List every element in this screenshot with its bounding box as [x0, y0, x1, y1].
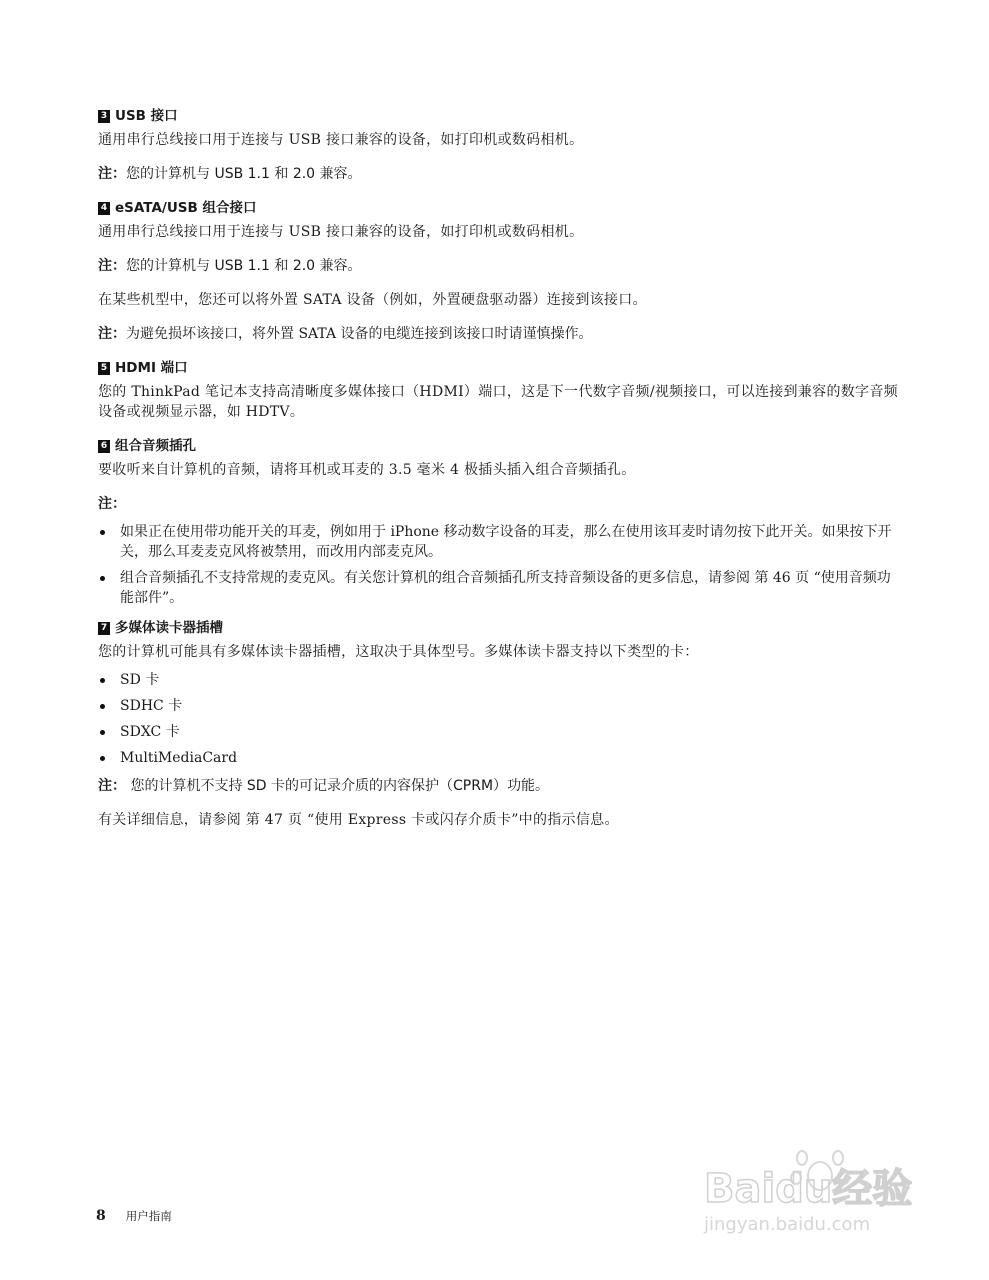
note-text: 兼容。: [315, 166, 362, 182]
note: [98, 164, 898, 184]
note-text: 为避免损坏该接口，将外置 SATA 设备的电缆连接到该接口时请谨慎操作。: [126, 326, 593, 342]
section-number: 5: [98, 362, 110, 375]
note-text: USB 1.1: [214, 258, 270, 274]
document-body: [98, 106, 898, 830]
section-heading-usb: [98, 106, 898, 126]
note: [98, 494, 898, 514]
page-number: 8: [96, 1208, 106, 1224]
note-text: 2.0: [292, 258, 316, 274]
list-item: SDXC 卡: [98, 722, 898, 742]
section-title: USB 接口: [115, 108, 178, 124]
paragraph: 在某些机型中，您还可以将外置 SATA 设备（例如，外置硬盘驱动器）连接到该接口。: [98, 292, 647, 308]
note: [98, 256, 898, 276]
section-heading-esata: [98, 198, 898, 218]
note-label: 注：: [98, 258, 126, 274]
note-text: （CPRM）: [439, 778, 508, 794]
note-text: 卡的可记录介质的内容保护: [266, 778, 440, 794]
note-text: 您的计算机不支持: [126, 778, 247, 794]
section-title: 多媒体读卡器插槽: [115, 620, 223, 636]
section-title: eSATA/USB 组合接口: [115, 200, 257, 216]
bullet-list: [98, 522, 898, 608]
footer-title: 用户指南: [125, 1209, 172, 1223]
section-number: 7: [98, 622, 110, 635]
paragraph: 您的 ThinkPad 笔记本支持高清晰度多媒体接口（HDMI）端口，这是下一代数字音频/视频接口，可以连接到兼容的数字音频设备或视频显示器，如 HDTV。: [98, 384, 898, 420]
section-heading-card-reader: [98, 618, 898, 638]
bullet-list: [98, 670, 898, 768]
list-item: SDHC 卡: [98, 696, 898, 716]
paragraph: 有关详细信息，请参阅 第 47 页 “使用 Express 卡或闪存介质卡”中的指示信息。: [98, 812, 619, 828]
note-text: 功能。: [507, 778, 550, 794]
note: [98, 776, 898, 796]
section-number: 6: [98, 440, 110, 453]
note-text: 兼容。: [315, 258, 362, 274]
note-text: 2.0: [292, 166, 316, 182]
note-text: 和: [269, 166, 293, 182]
paragraph: 您的计算机可能具有多媒体读卡器插槽，这取决于具体型号。多媒体读卡器支持以下类型的卡：: [98, 644, 699, 660]
note-text: 您的计算机与: [126, 258, 215, 274]
note-text: 您的计算机与: [126, 166, 215, 182]
note-text: SD: [246, 778, 267, 794]
list-item: 如果正在使用带功能开关的耳麦，例如用于 iPhone 移动数字设备的耳麦，那么在使用该耳麦时请勿按下此开关。如果按下开关，那么耳麦麦克风将被禁用，而改用内部麦克风。: [98, 522, 898, 562]
list-item: 组合音频插孔不支持常规的麦克风。有关您计算机的组合音频插孔所支持音频设备的更多信息，请参阅 第 46 页 “使用音频功能部件”。: [98, 568, 898, 608]
note: [98, 324, 898, 344]
list-item: MultiMediaCard: [98, 748, 898, 768]
note-label: 注：: [98, 496, 126, 512]
watermark-brand: Baidu经验: [704, 1166, 913, 1212]
baidu-watermark: [700, 1130, 940, 1240]
page-footer: [96, 1208, 172, 1224]
section-title: 组合音频插孔: [115, 438, 196, 454]
section-number: 4: [98, 202, 110, 215]
note-label: 注：: [98, 166, 126, 182]
section-number: 3: [98, 110, 110, 123]
note-text: 和: [269, 258, 293, 274]
note-label: 注：: [98, 778, 126, 794]
section-heading-hdmi: [98, 358, 898, 378]
section-heading-audio: [98, 436, 898, 456]
list-item: SD 卡: [98, 670, 898, 690]
section-title: HDMI 端口: [115, 360, 188, 376]
note-text: USB 1.1: [214, 166, 270, 182]
watermark-url: jingyan.baidu.com: [704, 1214, 871, 1235]
paragraph: 通用串行总线接口用于连接与 USB 接口兼容的设备，如打印机或数码相机。: [98, 224, 584, 240]
note-label: 注：: [98, 326, 126, 342]
paragraph: 要收听来自计算机的音频，请将耳机或耳麦的 3.5 毫米 4 极插头插入组合音频插孔。: [98, 462, 636, 478]
paragraph: 通用串行总线接口用于连接与 USB 接口兼容的设备，如打印机或数码相机。: [98, 132, 584, 148]
